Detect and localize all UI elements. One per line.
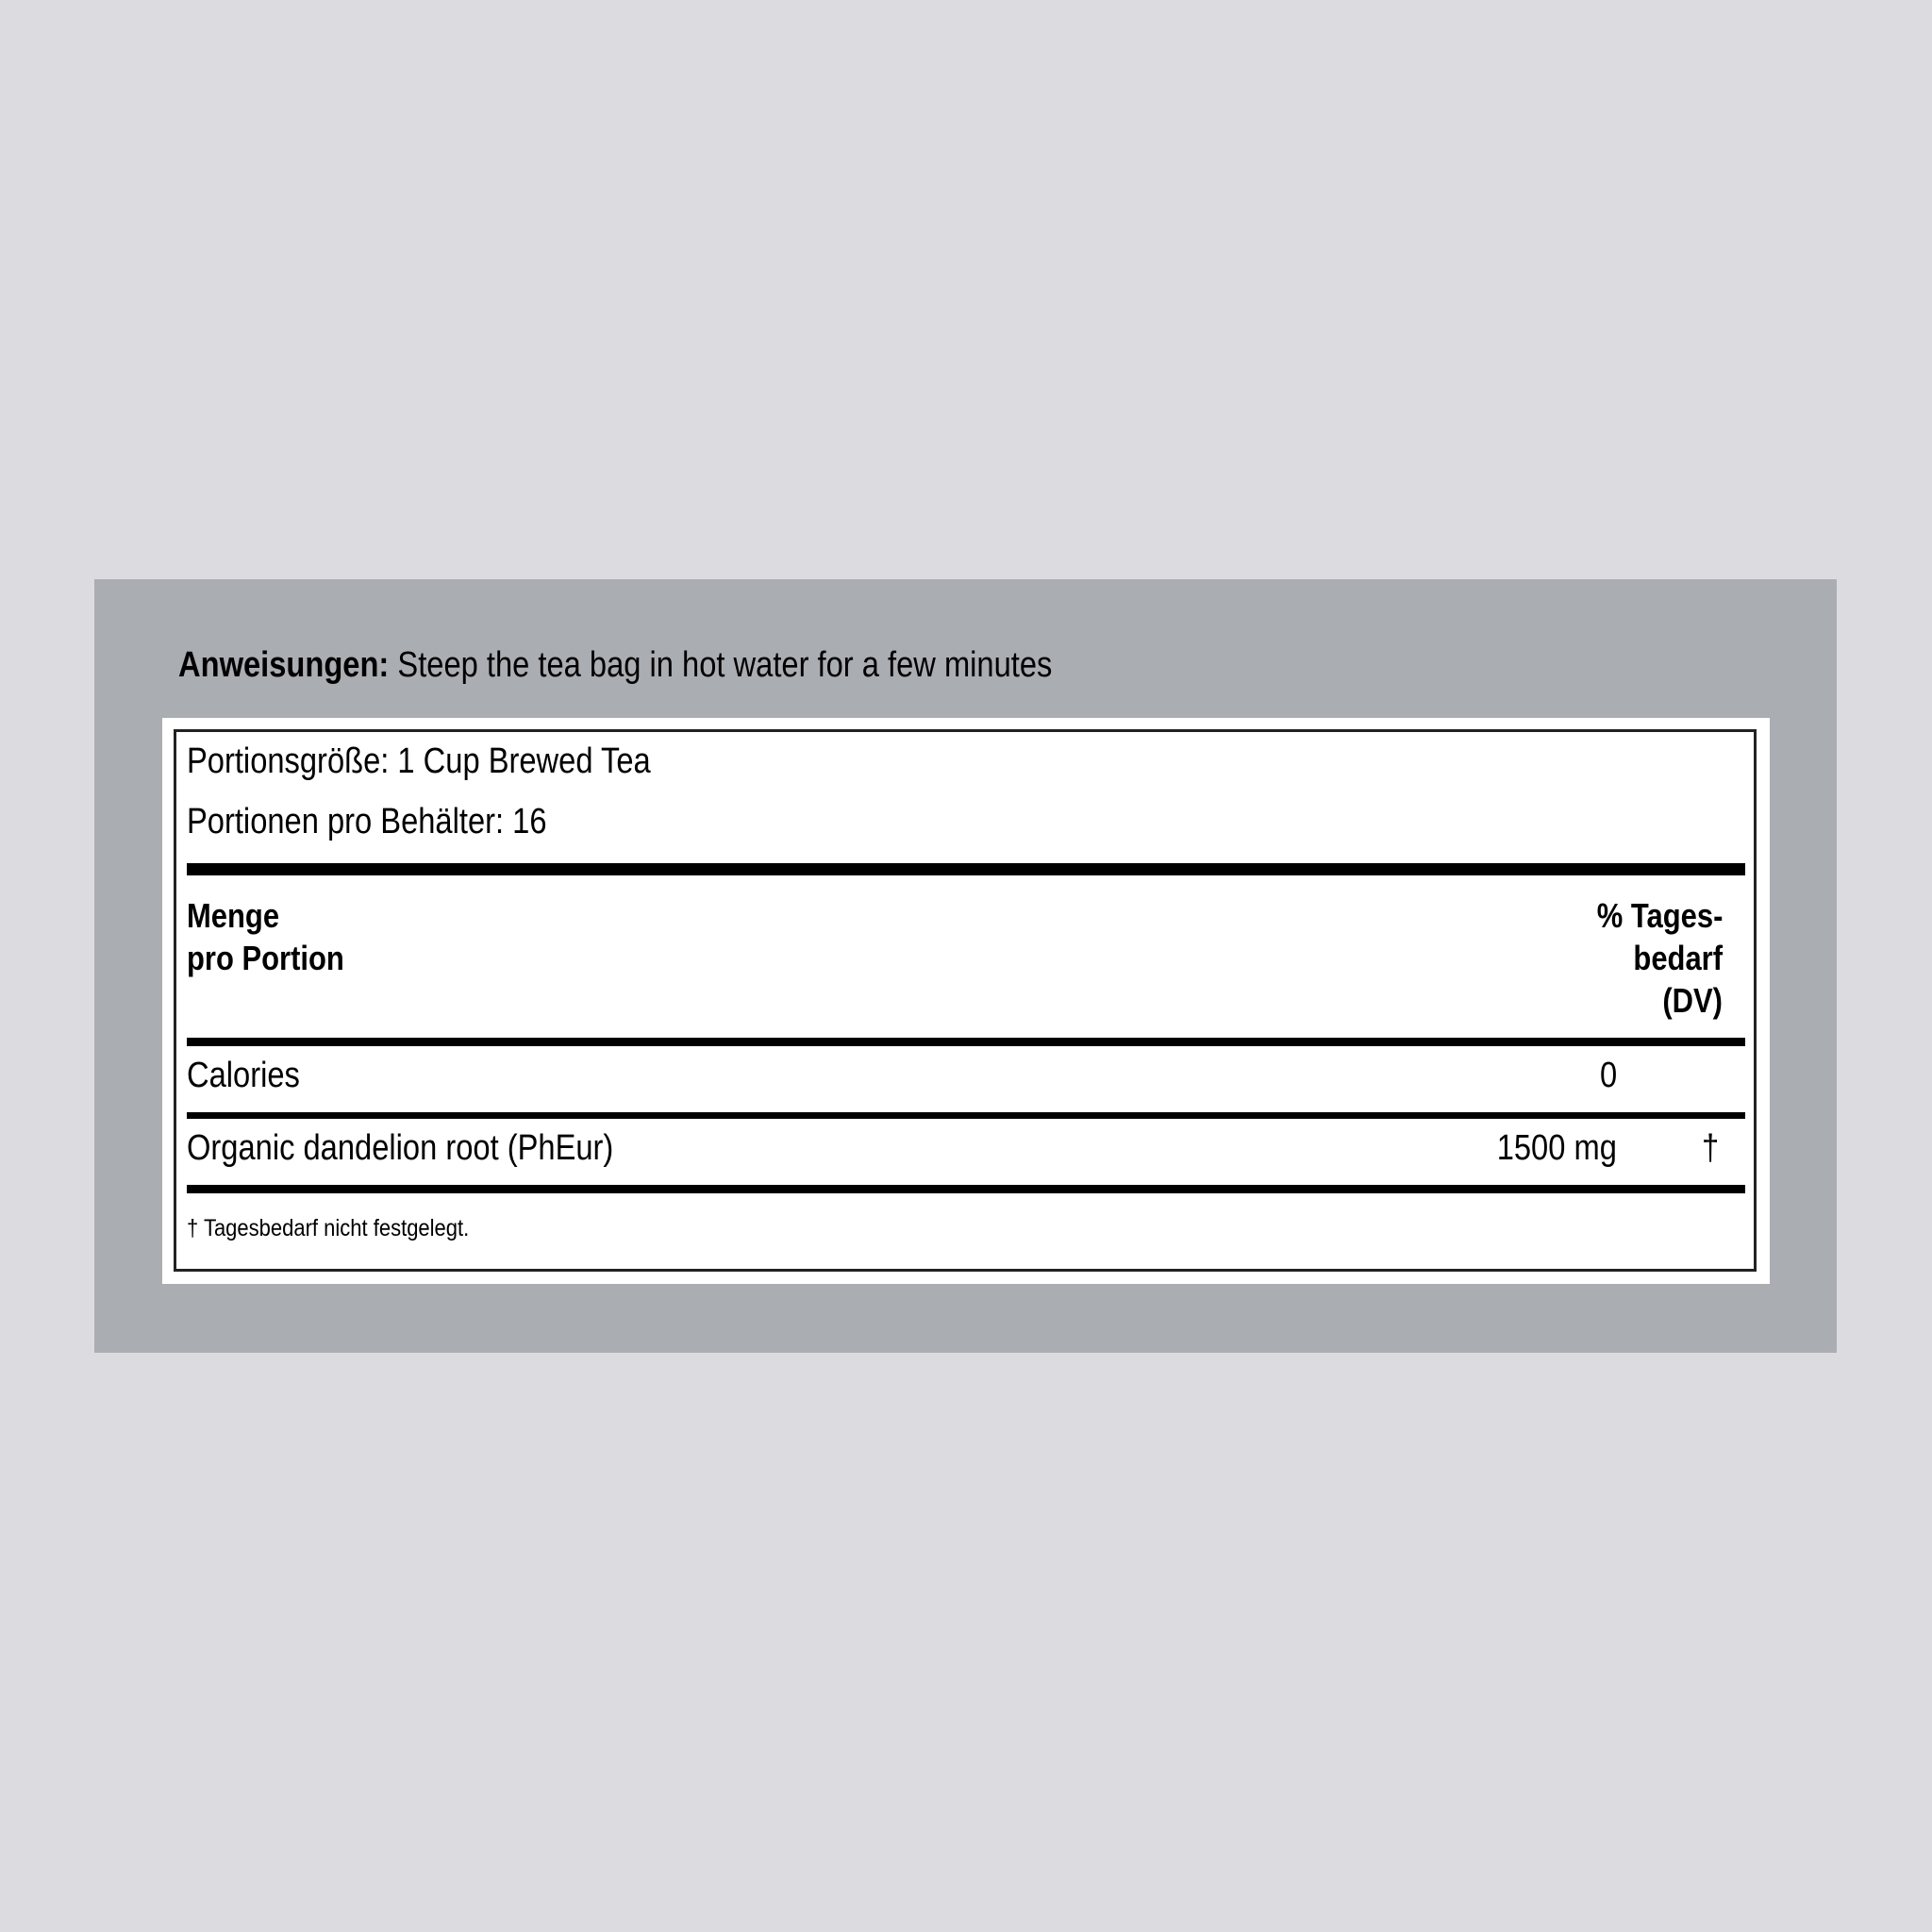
thick-divider [187,863,1745,875]
row-calories-name: Calories [187,1056,300,1095]
servings-per-container: Portionen pro Behälter: 16 [187,802,547,841]
serving-size: Portionsgröße: 1 Cup Brewed Tea [187,741,651,781]
row-dandelion-dv: † [1701,1128,1719,1168]
header-divider [187,1038,1745,1046]
row-calories-amount: 0 [1599,1056,1617,1095]
directions-text: Steep the tea bag in hot water for a few minutes [397,645,1053,685]
directions-label: Anweisungen: [178,645,390,685]
dv-header-line2: bedarf [1633,939,1723,977]
row-dandelion-amount: 1500 mg [1496,1128,1617,1168]
amount-header-line2: pro Portion [187,939,344,977]
amount-header-line1: Menge [187,896,280,935]
bottom-divider [187,1185,1745,1193]
row-divider [187,1112,1745,1119]
directions-line [178,641,1052,689]
dv-header-line3: (DV) [1662,981,1723,1020]
row-dandelion-name: Organic dandelion root (PhEur) [187,1128,614,1168]
dv-header-line1: % Tages- [1596,896,1723,935]
footnote: † Tagesbedarf nicht festgelegt. [187,1215,470,1241]
